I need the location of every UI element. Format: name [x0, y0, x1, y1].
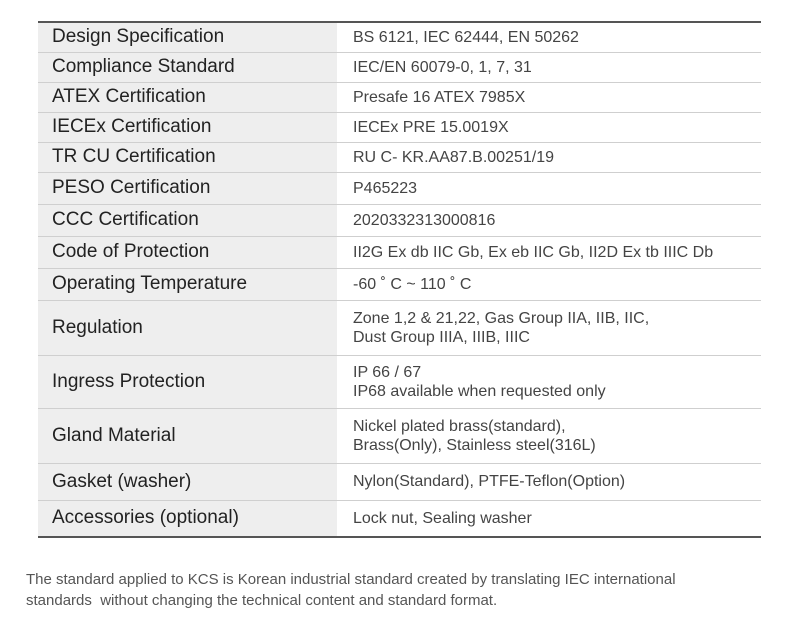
table-row — [38, 52, 761, 82]
value-line: Dust Group IIIA, IIIB, IIIC — [353, 328, 530, 346]
table-row — [38, 172, 761, 204]
table-row — [38, 268, 761, 300]
value-line: IEC/EN 60079-0, 1, 7, 31 — [353, 58, 532, 76]
value-line: Zone 1,2 & 21,22, Gas Group IIA, IIB, IIC, — [353, 309, 650, 327]
row-label: Ingress Protection — [38, 355, 337, 408]
table-row — [38, 112, 761, 142]
value-line: Nickel plated brass(standard), — [353, 417, 566, 435]
row-label: Regulation — [38, 300, 337, 355]
footnote-line: standards without changing the technical content and standard format. — [26, 592, 498, 609]
value-line: -60 ˚ C ~ 110 ˚ C — [353, 275, 472, 293]
table-row — [38, 22, 761, 52]
value-line: IECEx PRE 15.0019X — [353, 118, 509, 136]
row-value — [337, 408, 761, 463]
value-line: Presafe 16 ATEX 7985X — [353, 88, 526, 106]
row-label: Design Specification — [38, 22, 337, 52]
row-value — [337, 500, 761, 537]
row-label: ATEX Certification — [38, 82, 337, 112]
row-value — [337, 463, 761, 500]
row-label: CCC Certification — [38, 204, 337, 236]
row-value — [337, 52, 761, 82]
row-value — [337, 236, 761, 268]
row-value — [337, 204, 761, 236]
row-label: Gasket (washer) — [38, 463, 337, 500]
value-line: IP68 available when requested only — [353, 382, 606, 400]
value-line: BS 6121, IEC 62444, EN 50262 — [353, 28, 579, 46]
value-line: Nylon(Standard), PTFE-Teflon(Option) — [353, 473, 626, 490]
row-value — [337, 268, 761, 300]
row-value — [337, 142, 761, 172]
row-label: Compliance Standard — [38, 52, 337, 82]
value-line: II2G Ex db IIC Gb, Ex eb IIC Gb, II2D Ex tb IIIC Db — [353, 243, 714, 261]
row-label: Operating Temperature — [38, 268, 337, 300]
value-line: Brass(Only), Stainless steel(316L) — [353, 436, 596, 454]
row-value — [337, 172, 761, 204]
row-label: Gland Material — [38, 408, 337, 463]
value-line: P465223 — [353, 179, 418, 197]
table-row — [38, 82, 761, 112]
row-value — [337, 355, 761, 408]
row-label: Accessories (optional) — [38, 500, 337, 537]
footnote-line: The standard applied to KCS is Korean industrial standard created by translating IEC international — [26, 571, 676, 588]
value-line: 2020332313000816 — [353, 211, 496, 229]
row-value — [337, 22, 761, 52]
footnote — [26, 569, 776, 611]
table-row — [38, 463, 761, 500]
table-row — [38, 355, 761, 408]
table-row — [38, 204, 761, 236]
table-row — [38, 142, 761, 172]
row-label: IECEx Certification — [38, 112, 337, 142]
spec-table — [38, 21, 761, 538]
row-value — [337, 112, 761, 142]
row-label: PESO Certification — [38, 172, 337, 204]
value-line: IP 66 / 67 — [353, 363, 422, 381]
table-row — [38, 408, 761, 463]
table-row — [38, 300, 761, 355]
value-line: Lock nut, Sealing washer — [353, 509, 532, 527]
table-row — [38, 500, 761, 537]
row-label: TR CU Certification — [38, 142, 337, 172]
row-value — [337, 300, 761, 355]
row-label: Code of Protection — [38, 236, 337, 268]
value-line: RU C- KR.AA87.B.00251/19 — [353, 148, 554, 166]
row-value — [337, 82, 761, 112]
table-row — [38, 236, 761, 268]
